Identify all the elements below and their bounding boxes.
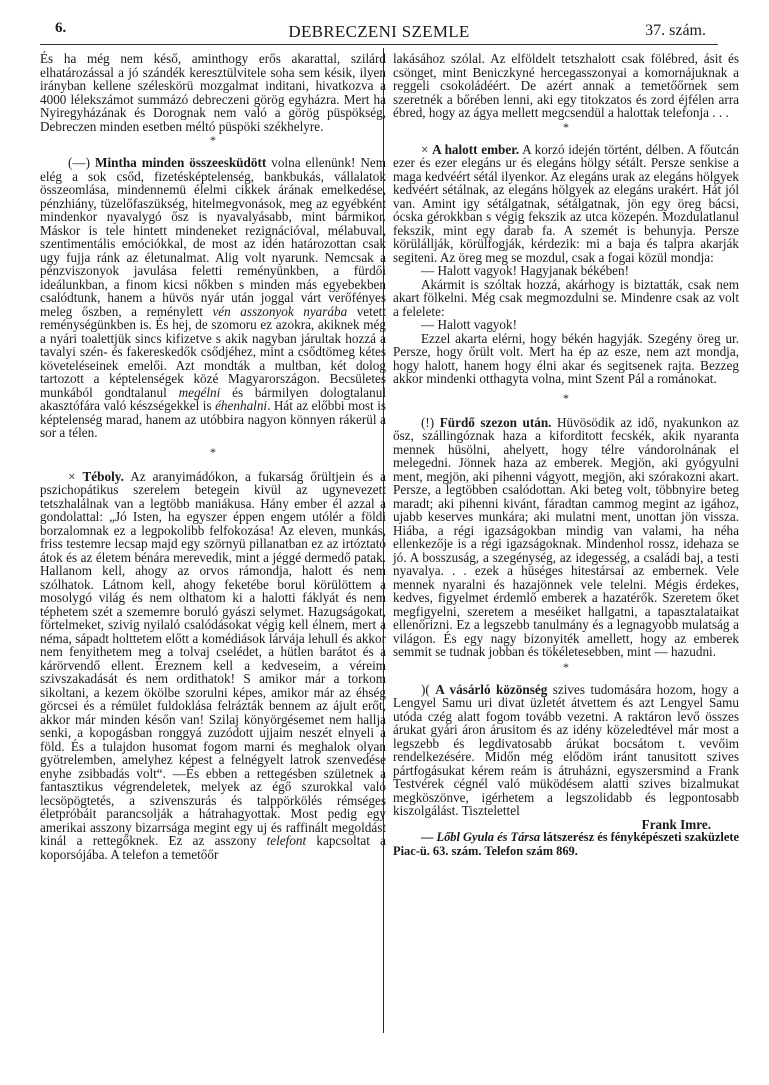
article-heading: A halott ember.: [432, 141, 520, 157]
article-heading: Fürdő szezon után.: [439, 414, 552, 430]
article-marker: ×: [421, 141, 429, 157]
article-text: és bármilyen dologtalanul akasztófára való készségekkel is: [40, 384, 387, 413]
article-text: kapcsoltat a koporsójába. A telefon a temetőőr: [40, 833, 386, 862]
left-column: [40, 52, 386, 861]
italic-phrase: megélni: [178, 384, 221, 400]
article-text: . Hát az előbbi most is képtelenség marad, hanem az utóbbira nagyon könnyen rákerül a sor a télen.: [40, 398, 387, 440]
article-marker: (—): [68, 155, 90, 170]
issue-number: 37. szám.: [645, 22, 706, 39]
article-mintha: [40, 156, 386, 440]
article-text: Hüvösödik az idő, nyakunkon az ősz, szállingóznak haza a kiforditott fecskék, akik nyaranta mennek hüsölni, ahelyett, hogy télre vándorolnának el melegedni. Jönnek haza az emberek. Megjön, aki gyógyulni ment, megjön, aki pihenni vágyott, megjön, aki szórakozni akart. Persze, a legtöbben csalódottan. Aki beteg volt, többnyire beteg maradt; aki pihenni kivánt, fáradtan cammog megint az igához, ujabb keserves munkára; aki mulatni ment, unottan jön vissza. Hiába, a régi igazságokban mindig van valami, ha néha ellenkezője is a régi igazságoknak. Mindenhol rossz, idehaza se jó. A bosszuság, a szegénység, az idegesség, a családi baj, a testi nyavalya. . . ezek a hüséges hitestársai az embernek. Vele mennek nyaralni és hazajönnek vele telelni. Mégis érdekes, kedves, figyelmet érdemlő emberek a hazatérők. Szeretem őket megfigyelni, szeretem a meséiket hallgatni, a tapasztalataikat ellenőrizni. Ez a legszebb tanulmány és a legnagyobb mulatság a világon. És egy nagy bizonyiték amellett, hogy az emberek semmit se tudnak jobban és tökéletesebben, mint — hazudni.: [393, 414, 740, 659]
notice-dash: —: [421, 830, 437, 844]
quote-line: — Halott vagyok! Hagyjanak békében!: [421, 263, 629, 278]
article-heading: Téboly.: [82, 468, 124, 484]
quote-line: — Halott vagyok!: [421, 317, 517, 332]
article-text: vetett reménységünkben is. És hej, de szomoru ez azokra, akiknek még a nyári toalettjük sincs kifizetve s akik nagyban járultak hozzá a tavalyi szén- és fakereskedők csődjéhez, mint a csődtömeg kétes követeléseinek emelői. Azt mondták a multban, két dolog tartozott a képtelenségek közé Magyarországon. Becsületes munkából gondtalanul: [40, 303, 387, 400]
article-teboly: [40, 470, 386, 862]
intro-paragraph: És ha még nem késő, aminthogy erős akarattal, szilárd elhatározással a jó szándék keresztülvitele soha sem késik, ilyen irányban kellene széleskörü mozgalmat inditani, hivatkozva a 4000 lélekszámot summázó debreczeni görög egyházra. Mert ha Nyiregyházának és Dorognak nem való a görög püspökség, Debreczen minden esetben méltó püspöki székhelyre.: [40, 51, 386, 134]
right-column: [393, 52, 739, 858]
article-heading: Mintha minden összeesküdött: [95, 155, 267, 170]
header-rule: [40, 44, 718, 45]
italic-phrase: telefont: [266, 833, 307, 848]
page-number: 6.: [55, 20, 67, 36]
notice-company: Lőbl Gyula és Társa: [436, 830, 541, 844]
article-text: volna ellenünk! Nem elég a sok csőd, fizetésképtelenség, bankbukás, vállalatok összeomlása, mindennemü élelmi cikkek árának emelkedése, pénzhiány, tüzelőfaszükség, hitelmegvonások, meg az egyébként mindenkor nyavalygó ősz is nyavalyásabb, mint bármikor. Máskor is tele hintett mindeneket rezignációval, mélabuval, szentimentális emóciókkal, de most az idén határozottan csak ugy fujja ránk az életunalmat. Alig volt nyarunk. Nemcsak a pénzviszonyok javulása feletti reményünkben, a fürdői ideálunkban, a finom kicsi nőkben s minden más egyebekben csalódtunk, hanem a hüvös nyár után joggal várt verőfényes meleg őszben, a reménylett: [40, 155, 387, 319]
article-text: szives tudomására hozom, hogy a Lengyel Samu uri divat üzletét átvettem és azt Lengyel Samu utóda czég alatt fogom tovább vezetni. A raktáron levő összes árukat gyári áron árusitom és az idény közeledtével már most a legszebb és legdivatosabb árúkat bocsátom t. vevőim rendelkezésére. Midőn még elődöm iránt tanusitott szives pártfogásukat kérem reám is átruházni, egyszersmind a Frank Testvérek cégnél való müködésem alatti szives bizalmukat megköszönve, igérhetem a legszolidabb és legpontosabb kiszolgálást. Tisztelettel: [393, 681, 740, 818]
article-text: Ezzel akarta elérni, hogy békén hagyják. Szegény öreg ur. Persze, hogy őrült volt. Mert ha ép az esze, nem azt mondja, hogy halott, hanem hogy élni akar és segitsenek rajta. Bezzeg akkor mindenki otthagyta volna, mint Szent Pál a románokat.: [393, 330, 739, 386]
separator-star: *: [563, 390, 569, 405]
separator-star: *: [210, 133, 216, 147]
article-vasarlo-kozonseg: [393, 683, 739, 818]
article-text: A korzó idején történt, délben. A főutcán ezer és ezer elegáns ur és elegáns hölgy sétált. Persze senkise a maga kedvéért sétál ilyenkor. Az elegáns urak az elegáns hölgyek kedvéért sétálnak, az elegáns hölgyek az elegáns urakért. Hát jól van. Amint igy sétálgatnak, sétálgatnak, jön egy öreg bácsi, ócska gérokkban s végig fekszik az utca közepén. Mozdulatlanul fekszik, mint egy darab fa. A szemét is behunyja. Persze körülállják, körülfogják, kérdezik: mi a baja és talpra akarják segiteni. Az öreg meg se mozdul, csak a fogai közül mondja:: [393, 141, 739, 265]
article-marker: (!): [421, 414, 435, 430]
article-marker: )(: [421, 681, 430, 697]
article-marker: ×: [68, 468, 76, 484]
signature: Frank Imre.: [641, 816, 711, 832]
continuation-paragraph: lakásához szólal. Az elföldelt tetszhalott csak fölébred, ásit és csönget, mint Beniczkyné hercegasszonyai a komornájuknak a reggeli csokoládéért. De azért annak a temetőőrnek sem szeretnék a bőrében lenni, aki egy titokzatos és zord éjfélen arra ébred, hogy az ágya mellett megcsendül a halottak telefonja . . .: [393, 51, 739, 120]
page-header: [40, 18, 718, 44]
article-heading: A vásárló közönség: [435, 681, 548, 697]
notice-lobl: [393, 831, 739, 858]
notice-text: látszerész és fényképészeti szaküzlete Piac-ü. 63. szám. Telefon szám 869.: [393, 830, 739, 858]
article-text: Akármit is szóltak hozzá, akárhogy is biztatták, csak nem akart fölkelni. Még csak megmozdulni se. Mindenre csak az volt a felelete:: [393, 276, 739, 319]
italic-phrase: éhenhalni: [215, 398, 268, 413]
article-text: Az aranyimádókon, a fukarság őrültjein és a pszichopátikus szerelem betegein kivül az ugynevezett tetszhalálnak van a legtöbb maniákusa. Hány ember él azzal a gondolattal: „Jó Isten, ha egyszer éppen engem utólér a földi borzalomnak ez a legpokolibb felfokozása! Az eleven, munkás, friss testemre lecsap majd egy szörnyü pillanatban ez az irtóztató átok és az életem bénára merevedik, mint a jéggé dermedő patak. Hallanom kell, ahogy az orvos rámondja, halott és nem szólhatok. Látnom kell, ahogy feketébe borul körülöttem a mosolygó világ és nem olthatom ki a halotti fáklyát és nem téphetem szét a szememre boruló gyászi selymet. Hazugságokat, förtelmeket, szivig nyilaló csalódásokat végig kell élnem, mert a néma, sápadt holttetem előtt a komédiások lárvája lehull és akkor nem fenyithetem meg a tolvaj cselédet, a hütlen barátot és a kárörvendő ellent. Éreznem kell a kedveseim, a véreim szivszakadását és nem ordithatok! S amikor már a torkom sikoltani, a kezem ökölbe szorulni képes, amikor már az éhség görcsei és a rémület fuldoklása felrázták bennem az ájult erőt, akkor már minden későn van! Szilaj könyörgésemet nem hallja senki, a kopogásban ronggyá zuzódott ujjaim neszét elnyeli a föld. És a tulajdon husomat fogom marni és meghalok olyan gyötrelemben, amelyhez képest a felnégyelt latrok szenvedése enyhe zsibbadás volt“. —És ebben a rettegésben születnek a fantasztikus végrendeletek, melyek az égő szurokkal való lecsöpögtetés, a szivenszurás és talppörkölés rémséges életpróbáit parancsolják a hátrahagyottak. Most pedig egy amerikai asszony bizarrsága megint egy uj és raffinált megoldást kinál a rettegőknek. Ez az asszony: [40, 468, 386, 848]
separator-star: *: [210, 444, 216, 459]
separator-star: *: [563, 659, 569, 674]
separator-star: *: [563, 119, 569, 134]
article-halott-ember: [393, 143, 739, 265]
italic-phrase: vén asszonyok nyarába: [212, 303, 348, 319]
publication-title: DEBRECZENI SZEMLE: [288, 22, 470, 41]
article-furdo-szezon: [393, 416, 739, 659]
